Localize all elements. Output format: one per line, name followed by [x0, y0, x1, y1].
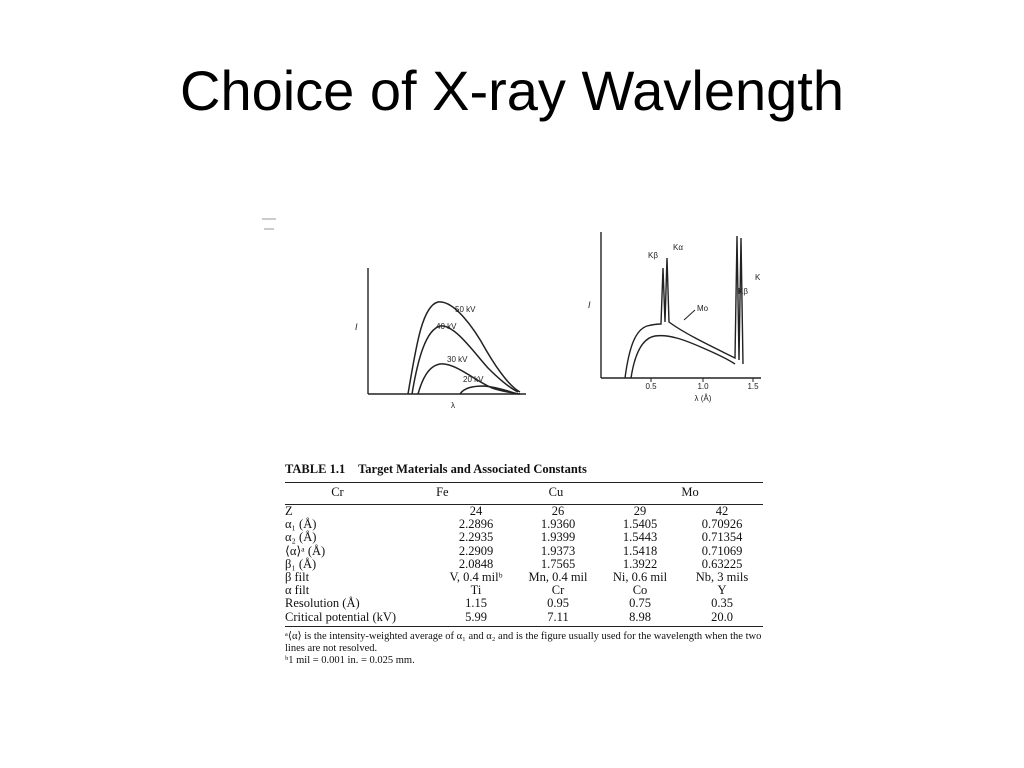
row-label: α₁ (Å)	[285, 517, 317, 532]
x-tick-label: 1.0	[697, 382, 709, 391]
k-beta-label: Kβ	[648, 251, 658, 260]
table-cell: 7.11	[547, 609, 569, 624]
column-header: Cr	[331, 485, 344, 499]
table-cell: 26	[551, 504, 565, 518]
y-axis-label: I	[588, 300, 591, 310]
table-cell: 5.99	[465, 609, 487, 624]
table-cell: 1.5443	[622, 530, 658, 545]
row-label: ⟨α⟩ᵃ (Å)	[285, 543, 326, 558]
label-40kv: 40 kV	[436, 322, 457, 331]
table-cell: 24	[469, 504, 483, 518]
curve-lower	[631, 336, 735, 378]
scan-mark	[262, 218, 276, 220]
table-cell: 0.75	[629, 596, 651, 611]
column-header: Mo	[681, 485, 699, 499]
table-cell: Ni, 0.6 mil	[612, 570, 668, 585]
row-label: α filt	[285, 583, 310, 598]
table-cell: Co	[632, 583, 648, 598]
table-cell: 1.5405	[622, 517, 658, 532]
table-bottom-rule	[285, 626, 763, 627]
table-cell: V, 0.4 milᵇ	[449, 570, 503, 585]
table-cell: 29	[633, 504, 647, 518]
table-row	[285, 571, 763, 584]
table-cell: 2.2896	[458, 517, 494, 532]
row-label: Critical potential (kV)	[285, 609, 397, 624]
table-row	[285, 505, 763, 518]
table-header-row	[285, 483, 763, 503]
slide-title: Choice of X-ray Wavlength	[180, 59, 844, 122]
table-cell: 1.9360	[540, 517, 576, 532]
table-cell: Nb, 3 mils	[695, 570, 749, 585]
label-30kv: 30 kV	[447, 355, 468, 364]
label-50kv: 50 kV	[455, 305, 476, 314]
table-caption	[285, 462, 763, 477]
footnote-a: ᵃ⟨α⟩ is the intensity-weighted average of α₁ and α₂ and is the figure usually used for the wavelength when the two lines are not resolved.	[285, 630, 762, 654]
table-caption-text: Target Materials and Associated Constants	[358, 462, 587, 476]
k-alpha-label: Kα	[673, 243, 683, 252]
table-cell: 0.71069	[701, 543, 743, 558]
table-cell: Mn, 0.4 mil	[528, 570, 588, 585]
footnote-b: ᵇ1 mil = 0.001 in. = 0.025 mm.	[285, 654, 415, 666]
table-row	[285, 597, 763, 610]
k-beta-label-2: Kβ	[738, 287, 748, 296]
table-cell: Cr	[551, 583, 565, 598]
column-header: Cu	[548, 485, 564, 499]
row-label: β filt	[285, 570, 310, 585]
table-cell: 1.3922	[622, 556, 658, 571]
table-cell: 2.2935	[458, 530, 494, 545]
target-materials-table	[285, 462, 763, 667]
table-cell: 0.63225	[701, 556, 743, 571]
table-footnotes	[285, 631, 763, 667]
x-tick-label: 0.5	[645, 382, 657, 391]
table-cell: 1.9373	[540, 543, 576, 558]
table-row	[285, 531, 763, 544]
table-cell: 2.2909	[458, 543, 494, 558]
table-cell: Y	[717, 583, 727, 598]
curve-upper	[625, 236, 743, 378]
row-label: Z	[285, 504, 293, 518]
table-cell: 42	[715, 504, 729, 518]
mo-pointer	[684, 310, 695, 320]
table-cell: Ti	[470, 583, 482, 598]
row-label: α₂ (Å)	[285, 530, 317, 545]
row-label: β₁ (Å)	[285, 556, 317, 571]
table-cell: 1.15	[465, 596, 487, 611]
k-label: K	[755, 273, 761, 282]
x-tick-label: 1.5	[747, 382, 759, 391]
table-cell: 1.5418	[622, 543, 658, 558]
table-row	[285, 518, 763, 531]
table-cell: 0.95	[547, 596, 569, 611]
x-axis-label: λ	[451, 401, 455, 410]
table-cell: 8.98	[629, 609, 651, 624]
column-header: Fe	[436, 485, 449, 499]
table-cell: 20.0	[711, 609, 733, 624]
mo-label: Mo	[697, 304, 709, 313]
table-cell: 1.9399	[540, 530, 576, 545]
table-cell: 2.0848	[458, 556, 494, 571]
table-cell: 0.70926	[701, 517, 743, 532]
label-20kv: 20 kV	[463, 375, 484, 384]
table-row	[285, 611, 763, 624]
continuous-spectrum-chart	[350, 262, 530, 412]
characteristic-spectrum-chart	[585, 228, 765, 408]
x-axis-label: λ (Å)	[694, 394, 712, 403]
table-cell: 0.35	[711, 596, 733, 611]
table-row	[285, 545, 763, 558]
table-cell: 1.7565	[540, 556, 576, 571]
table-cell: 0.71354	[701, 530, 743, 545]
y-axis-label: I	[355, 322, 358, 332]
table-row	[285, 558, 763, 571]
scan-mark	[264, 228, 274, 230]
row-label: Resolution (Å)	[285, 596, 360, 611]
table-label: TABLE 1.1	[285, 462, 346, 476]
